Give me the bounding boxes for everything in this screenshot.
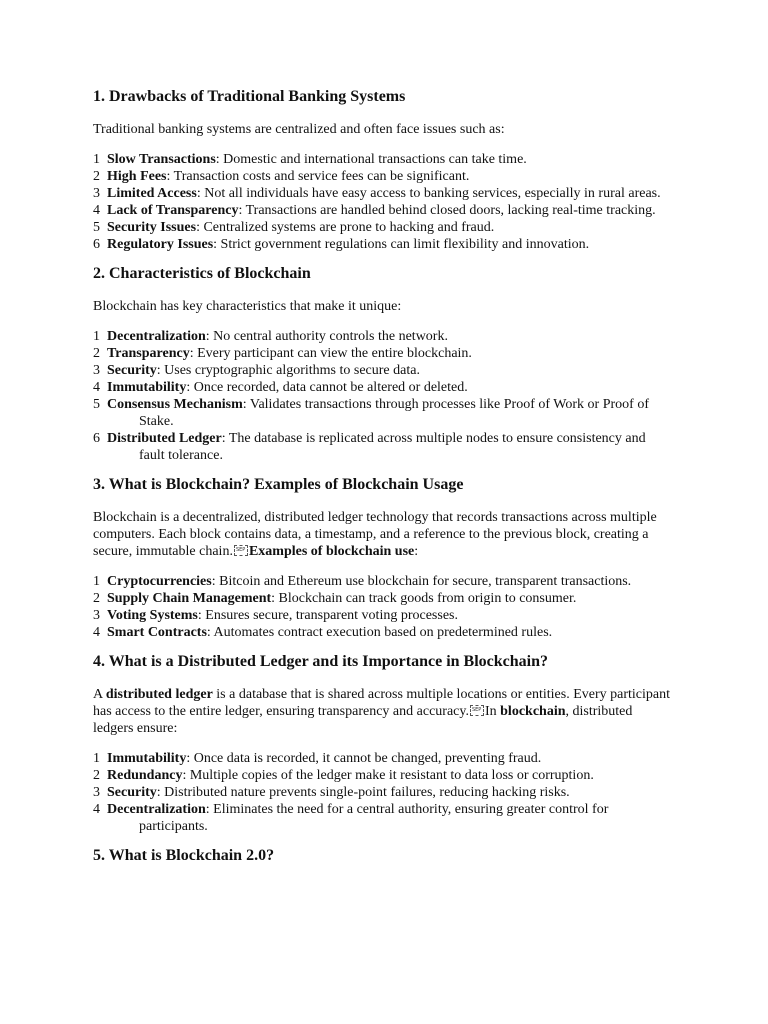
section-2-list [93,328,673,464]
section-3-list [93,573,673,641]
separator-glyph-icon [470,705,484,716]
section-2-intro: Blockchain has key characteristics that make it unique: [93,299,402,314]
list-item: 2 Transparency: Every participant can view the entire blockchain. [93,346,472,361]
section-4-list [93,750,673,835]
list-item: 6 Distributed Ledger: The database is replicated across multiple nodes to ensure consistency and fault tolerance. [93,431,646,463]
list-item: 4 Immutability: Once recorded, data cannot be altered or deleted. [93,380,468,395]
list-item: 3 Security: Uses cryptographic algorithms to secure data. [93,363,420,378]
list-item: 1 Decentralization: No central authority controls the network. [93,329,448,344]
list-item: 2 Redundancy: Multiple copies of the ledger make it resistant to data loss or corruption. [93,768,594,783]
list-item: 4 Lack of Transparency: Transactions are handled behind closed doors, lacking real-time tracking. [93,203,656,218]
list-item: 5 Security Issues: Centralized systems are prone to hacking and fraud. [93,220,495,235]
list-item: 3 Security: Distributed nature prevents single-point failures, reducing hacking risks. [93,785,570,800]
list-item: 1 Immutability: Once data is recorded, it cannot be changed, preventing fraud. [93,751,542,766]
document-page [93,86,673,867]
list-item: 3 Voting Systems: Ensures secure, transparent voting processes. [93,608,458,623]
list-item: 6 Regulatory Issues: Strict government regulations can limit flexibility and innovation. [93,237,590,252]
separator-glyph-icon [234,545,248,556]
section-4-title: 4. What is a Distributed Ledger and its Importance in Blockchain? [93,653,549,670]
section-3-intro: Blockchain is a decentralized, distributed ledger technology that records transactions across multiple computers. Each block contains data, a timestamp, and a reference to the previous block, creating a secure, immutable chain.SEP Examples of blockchain use: [93,509,673,560]
section-1-intro: Traditional banking systems are centralized and often face issues such as: [93,122,505,137]
list-item: 1 Slow Transactions: Domestic and international transactions can take time. [93,152,527,167]
list-item: 5 Consensus Mechanism: Validates transactions through processes like Proof of Work or Proof of Stake. [93,397,649,429]
section-1-list [93,151,673,253]
list-item: 3 Limited Access: Not all individuals have easy access to banking services, especially in rural areas. [93,186,661,201]
list-item: 4 Decentralization: Eliminates the need for a central authority, ensuring greater control for participants. [93,802,609,834]
section-1-title: 1. Drawbacks of Traditional Banking Systems [93,88,406,105]
list-item: 4 Smart Contracts: Automates contract execution based on predetermined rules. [93,625,553,640]
list-item: 2 High Fees: Transaction costs and service fees can be significant. [93,169,470,184]
section-5-title: 5. What is Blockchain 2.0? [93,847,275,864]
section-4-intro: A distributed ledger is a database that is shared across multiple locations or entities. Every participant has access to the entire ledger, ensuring transparency and accuracy.SEP In blockchain, distributed ledgers ensure: [93,686,673,737]
section-2-title: 2. Characteristics of Blockchain [93,265,311,282]
list-item: 2 Supply Chain Management: Blockchain can track goods from origin to consumer. [93,591,577,606]
list-item: 1 Cryptocurrencies: Bitcoin and Ethereum use blockchain for secure, transparent transactions. [93,574,632,589]
section-3-title: 3. What is Blockchain? Examples of Blockchain Usage [93,476,464,493]
